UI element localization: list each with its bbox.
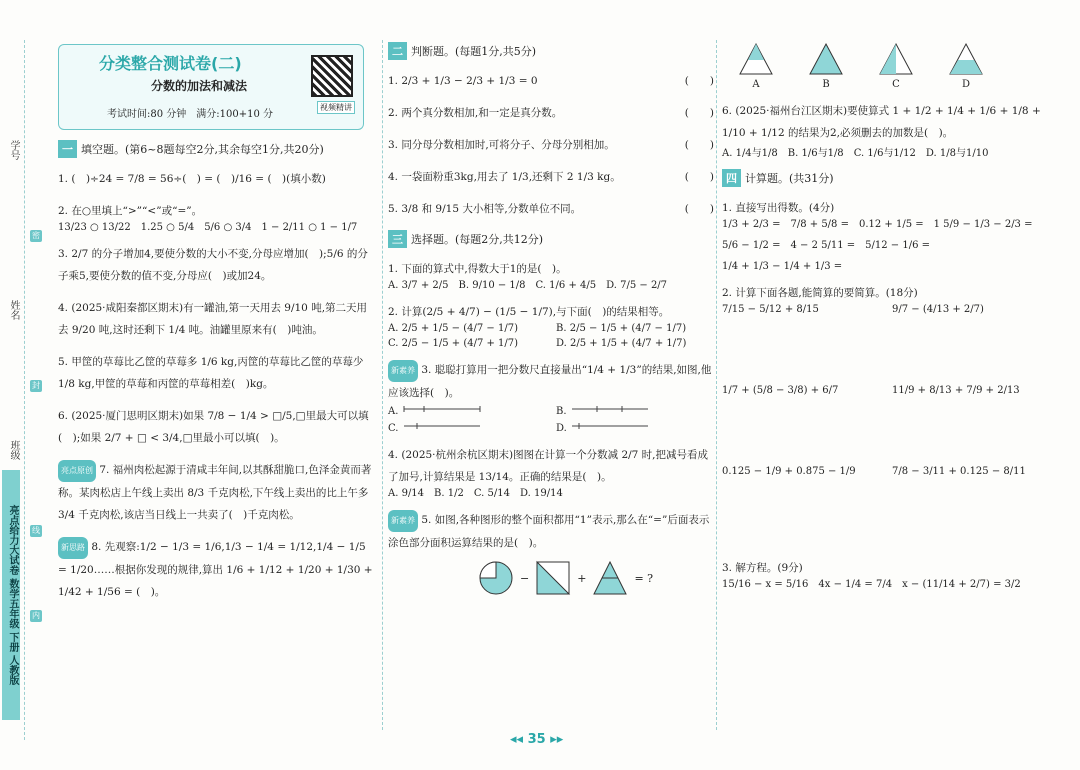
book-spine-title: 亮点给力大试卷 数学五年级 下册 人教版 (2, 470, 20, 720)
answer-paren[interactable]: ( ) (684, 139, 714, 151)
section-fill-blank (58, 140, 376, 158)
option[interactable]: B. 2/5 − 1/5 + (4/7 − 1/7) (556, 323, 687, 334)
triangle-icon (878, 42, 914, 76)
option-label: D. (556, 423, 567, 434)
square-half-icon (535, 560, 571, 596)
section-true-false (388, 42, 714, 60)
new-literacy-badge: 新素养 (388, 510, 418, 532)
question-5: 5. 甲筐的草莓比乙筐的草莓多 1/6 kg,丙筐的草莓比乙筐的草莓少 1/8 kg,甲筐的草莓和丙筐的草莓相差( )kg。 (58, 356, 364, 390)
student-number-label: 学号 (8, 140, 19, 160)
shape-label: D (961, 79, 971, 90)
section-number: 一 (58, 140, 77, 158)
option-label: A. (388, 406, 399, 417)
exam-title: 分类整合测试卷(二) (99, 54, 242, 73)
calc-1: 1. 直接写出得数。(4分) (722, 202, 835, 214)
calc-item: 1 5/9 − 1/3 − 2/3 = (933, 219, 1033, 230)
option[interactable]: B. 1/6与1/8 (787, 148, 844, 159)
choice-3-text: 3. 聪聪打算用一把分数尺直接量出“1/4 + 1/3”的结果,如图,他应该选择( )。 (388, 364, 712, 399)
option-label: B. (556, 406, 567, 417)
section-title: 计算题。(共31分) (745, 172, 834, 185)
ruler-icon (402, 421, 482, 431)
calc-2: 2. 计算下面各题,能简算的要简算。(18分) (722, 287, 918, 299)
question-7 (58, 459, 376, 526)
answer-paren[interactable]: ( ) (684, 203, 714, 215)
page-number: ◂◂ 35 ▸▸ (510, 732, 564, 747)
question-2-items (58, 222, 376, 233)
choice-1-options (388, 280, 714, 291)
option[interactable]: D. 1/8与1/10 (925, 148, 989, 159)
calc-item: 0.125 − 1/9 + 0.875 − 1/9 (722, 466, 856, 477)
video-explain-label: 视频精讲 (317, 101, 355, 114)
equation-item: 15/16 − x = 5/16 (722, 579, 809, 590)
question-6: 6. (2025·厦门思明区期末)如果 7/8 − 1/4 > □/5,□里最大可以填( );如果 2/7 + □ < 3/4,□里最小可以填( )。 (58, 410, 369, 444)
choice-3-options (388, 404, 714, 434)
judge-text: 1. 2/3 + 1/3 − 2/3 + 1/3 = 0 (388, 75, 538, 87)
choice-6: 6. (2025·福州台江区期末)要使算式 1 + 1/2 + 1/4 + 1/6 + 1/8 + 1/10 + 1/12 的结果为2,必须删去的加数是( )。 (722, 105, 1041, 139)
shape-label: A (752, 79, 760, 90)
seal-mark: 内 (32, 611, 40, 620)
judge-5 (388, 198, 714, 220)
choice-4-options (388, 488, 714, 499)
shape-label: C (892, 79, 900, 90)
calc-item: 11/9 + 8/13 + 7/9 + 2/13 (892, 385, 1020, 396)
judge-2 (388, 102, 714, 124)
calc-item: 4 − 2 5/11 = (790, 240, 856, 251)
calc-item: 1/7 + (5/8 − 3/8) + 6/7 (722, 385, 839, 396)
section-title: 判断题。(每题1分,共5分) (411, 45, 537, 58)
judge-1 (388, 70, 714, 92)
equals-question: = ? (634, 571, 654, 585)
original-badge: 亮点原创 (58, 460, 96, 482)
section-title: 填空题。(第6~8题每空2分,其余每空1分,共20分) (81, 143, 324, 156)
calc-item: 1/3 + 2/3 = (722, 219, 781, 230)
calc-2-items (722, 385, 1052, 396)
shape-option[interactable] (806, 42, 846, 90)
option[interactable] (556, 421, 714, 434)
section-title: 选择题。(每题2分,共12分) (411, 233, 544, 246)
judge-3 (388, 134, 714, 156)
column-divider (382, 40, 383, 730)
circle-quarter-icon (478, 560, 514, 596)
option[interactable]: B. 9/10 − 1/8 (458, 280, 526, 291)
triangle-icon (948, 42, 984, 76)
judge-4 (388, 166, 714, 188)
question-7-text: 7. 福州肉松起源于清咸丰年间,以其酥甜脆口,色泽金黄而著称。某肉松店上午线上卖出 8/3 千克肉松,下午线上卖出的比上午多 3/4 千克肉松,该店当日线上一共卖了( )千克肉松。 (58, 464, 372, 521)
calc-item: 5/6 − 1/2 = (722, 240, 781, 251)
answer-paren[interactable]: ( ) (684, 107, 714, 119)
seal-mark: 封 (32, 381, 40, 390)
triangle-icon (808, 42, 844, 76)
question-1: 1. ( )÷24 = 7/8 = 56÷( ) = ( )/16 = ( )(填小数) (58, 173, 326, 185)
seal-mark: 密 (32, 231, 40, 240)
calc-item: 7/8 − 3/11 + 0.125 − 8/11 (892, 466, 1026, 477)
exam-header (58, 44, 364, 130)
calc-item: 5/12 − 1/6 = (865, 240, 930, 251)
option[interactable]: C. 1/6 + 4/5 (535, 280, 597, 291)
option[interactable] (388, 421, 546, 434)
calc-3-items (722, 579, 1052, 590)
column-divider (716, 40, 717, 730)
plus-sign: + (577, 571, 587, 585)
option[interactable]: A. 1/4与1/8 (722, 148, 778, 159)
judge-text: 4. 一袋面粉重3kg,用去了 1/3,还剩下 2 1/3 kg。 (388, 171, 621, 183)
ruler-icon (570, 404, 650, 414)
choice-5 (388, 509, 714, 554)
class-label: 班级 (8, 440, 19, 460)
shape-option[interactable] (946, 42, 986, 90)
choice-6-options (722, 144, 1052, 159)
calc-item: 1/4 + 1/3 − 1/4 + 1/3 = (722, 261, 843, 272)
option[interactable]: C. 2/5 − 1/5 + (4/7 + 1/7) (388, 338, 519, 349)
judge-text: 3. 同分母分数相加时,可将分子、分母分别相加。 (388, 139, 615, 151)
calc-item: 7/15 − 5/12 + 8/15 (722, 304, 819, 315)
calc-item: 7/8 + 5/8 = (790, 219, 849, 230)
judge-text: 5. 3/8 和 9/15 大小相等,分数单位不同。 (388, 203, 582, 215)
compare-item: 5/6 ○ 3/4 (204, 222, 252, 233)
compare-item: 1 − 2/11 ○ 1 − 1/7 (261, 222, 358, 233)
option[interactable]: D. 2/5 + 1/5 + (4/7 + 1/7) (556, 338, 687, 349)
answer-space[interactable] (722, 315, 1052, 385)
question-3: 3. 2/7 的分子增加4,要使分数的大小不变,分母应增加( );5/6 的分子乘5,要使分数的值不变,分母应( )或加24。 (58, 248, 368, 282)
minus-sign: − (520, 571, 530, 585)
option[interactable]: B. 1/2 (434, 488, 464, 499)
calc-2-items (722, 304, 1052, 315)
choice-2: 2. 计算(2/5 + 4/7) − (1/5 − 1/7),与下面( )的结果相等。 (388, 306, 670, 318)
qr-code-icon[interactable] (311, 55, 353, 97)
question-8 (58, 536, 376, 603)
calc-1-items (722, 219, 1052, 272)
option[interactable]: C. 1/6与1/12 (853, 148, 916, 159)
shape-option[interactable] (736, 42, 776, 90)
triangle-options (722, 42, 1052, 90)
seal-mark: 线 (32, 526, 40, 535)
section-calculation (722, 169, 1052, 187)
choice-5-text: 5. 如图,各种图形的整个面积都用“1”表示,那么在“=”后面表示涂色部分面积运算结果的是( )。 (388, 514, 710, 549)
shape-label: B (822, 79, 830, 90)
option[interactable]: A. 3/7 + 2/5 (388, 280, 449, 291)
new-thinking-badge: 新思路 (58, 537, 88, 559)
question-4: 4. (2025·咸阳秦都区期末)有一罐油,第一天用去 9/10 吨,第二天用去 9/20 吨,这时还剩下 1/4 吨。油罐里原来有( )吨油。 (58, 302, 368, 336)
column-left (58, 40, 376, 603)
judge-text: 2. 两个真分数相加,和一定是真分数。 (388, 107, 563, 119)
option[interactable] (388, 404, 546, 417)
choice-3 (388, 359, 714, 404)
student-name-label: 姓名 (8, 300, 19, 320)
option[interactable]: A. 2/5 + 1/5 − (4/7 − 1/7) (388, 323, 518, 334)
ruler-icon (402, 404, 482, 414)
shape-option[interactable] (876, 42, 916, 90)
choice-2-options (388, 323, 714, 349)
question-8-text: 8. 先观察:1/2 − 1/3 = 1/6,1/3 − 1/4 = 1/12,1/4 − 1/5 = 1/20……根据你发现的规律,算出 1/6 + 1/12 + 1/20 + 1/30 + 1/42 + 1/56 = ( )。 (58, 541, 373, 598)
compare-item: 1.25 ○ 5/4 (140, 222, 195, 233)
calc-3: 3. 解方程。(9分) (722, 562, 803, 574)
option[interactable] (556, 404, 714, 417)
equation-item: 4x − 1/4 = 7/4 (818, 579, 893, 590)
ruler-icon (570, 421, 650, 431)
calc-2-items (722, 466, 1052, 477)
option[interactable]: C. 5/14 (473, 488, 510, 499)
question-2: 2. 在○里填上“>”“<”或“=”。 (58, 205, 203, 217)
calc-item: 0.12 + 1/5 = (858, 219, 924, 230)
triangle-icon (592, 560, 628, 596)
exam-info: 考试时间:80 分钟 满分:100+10 分 (107, 109, 274, 120)
new-literacy-badge: 新素养 (388, 360, 418, 382)
option-label: C. (388, 423, 399, 434)
section-number: 四 (722, 169, 741, 187)
answer-paren[interactable]: ( ) (684, 171, 714, 183)
column-middle (388, 40, 714, 596)
option[interactable]: D. 7/5 − 2/7 (606, 280, 668, 291)
shape-equation (388, 560, 714, 596)
answer-paren[interactable]: ( ) (684, 75, 714, 87)
option[interactable]: D. 19/14 (519, 488, 563, 499)
compare-item: 13/23 ○ 13/22 (58, 222, 131, 233)
section-number: 三 (388, 230, 407, 248)
answer-space[interactable] (722, 477, 1052, 547)
exam-subtitle: 分数的加法和减法 (151, 79, 248, 93)
answer-space[interactable] (722, 396, 1052, 466)
choice-4: 4. (2025·杭州余杭区期末)图图在计算一个分数减 2/7 时,把减号看成了加号,计算结果是 13/14。正确的结果是( )。 (388, 449, 709, 483)
choice-1: 1. 下面的算式中,得数大于1的是( )。 (388, 263, 567, 275)
section-choice (388, 230, 714, 248)
section-number: 二 (388, 42, 407, 60)
column-right (722, 40, 1052, 590)
triangle-icon (738, 42, 774, 76)
calc-item: 9/7 − (4/13 + 2/7) (892, 304, 984, 315)
binding-line (24, 40, 25, 740)
option[interactable]: A. 9/14 (388, 488, 425, 499)
equation-item: x − (11/14 + 2/7) = 3/2 (902, 579, 1021, 590)
